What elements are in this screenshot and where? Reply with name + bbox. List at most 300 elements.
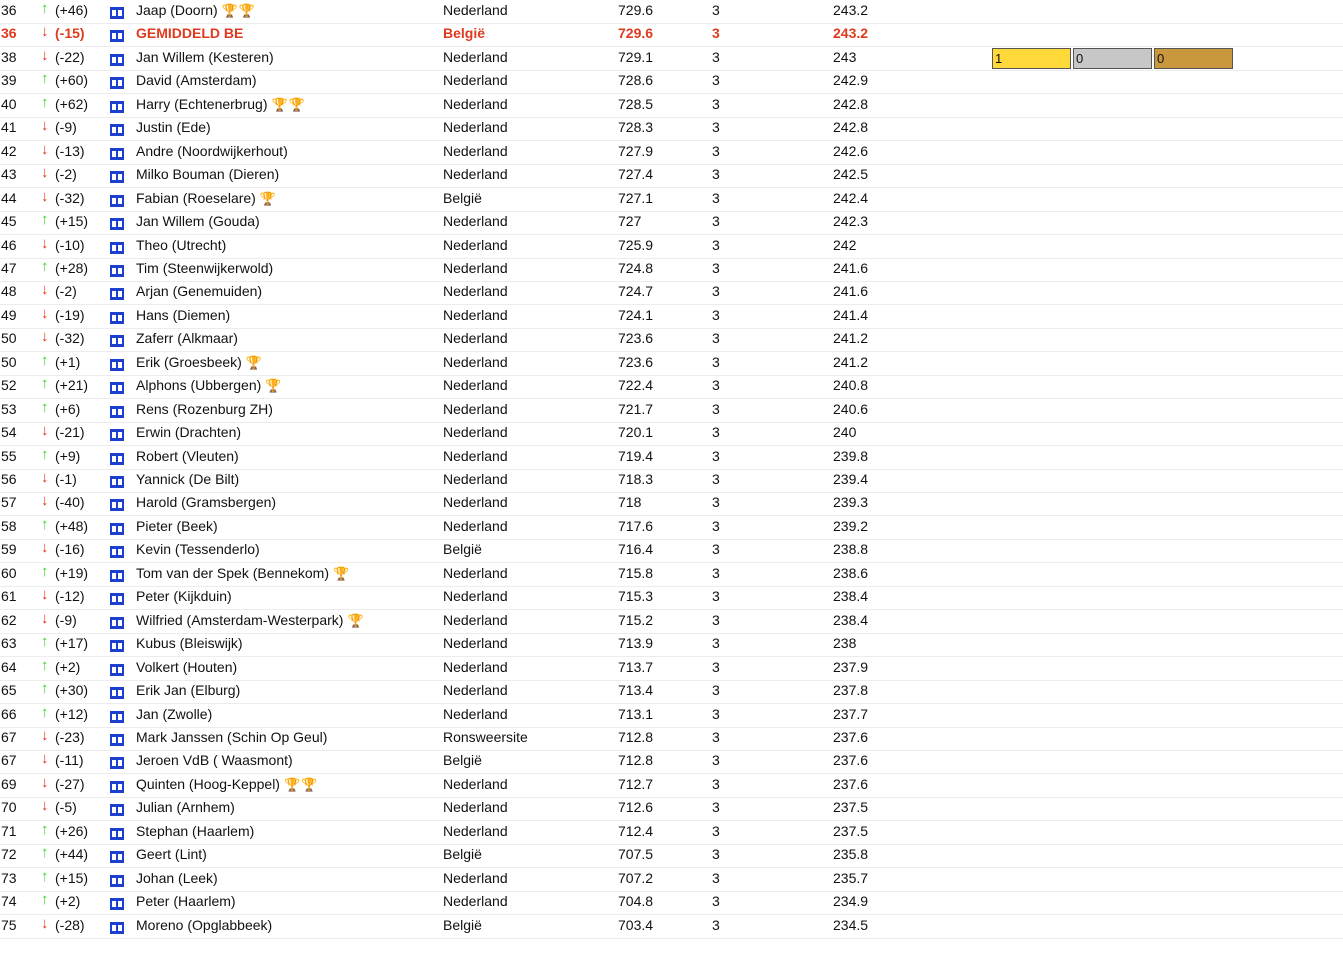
country: Nederland: [443, 893, 508, 909]
player-name-cell: [136, 1, 256, 20]
country: Nederland: [443, 283, 508, 299]
country: Nederland: [443, 49, 508, 65]
player-name: Erik Jan (Elburg): [136, 682, 241, 698]
rank-change: (+15): [55, 870, 89, 886]
country: Nederland: [443, 588, 508, 604]
average-score: 240.6: [833, 401, 869, 417]
arrow-up-icon: ↑: [41, 352, 49, 369]
games-played: 3: [712, 2, 720, 18]
country: België: [443, 846, 482, 862]
table-row: [0, 750, 1343, 774]
games-played: 3: [712, 213, 720, 229]
table-row: [0, 281, 1343, 305]
player-name-cell: [136, 517, 218, 535]
rank-change: (-23): [55, 729, 85, 745]
average-score: 240: [833, 424, 857, 440]
total-score: 712.6: [618, 799, 654, 815]
stats-icon[interactable]: [110, 851, 124, 863]
rank-position: 36: [1, 25, 17, 41]
rank-change: (-15): [55, 25, 85, 41]
stats-icon[interactable]: [110, 52, 124, 70]
arrow-down-icon: ↓: [41, 164, 49, 181]
stats-icon[interactable]: [110, 546, 124, 558]
stats-icon[interactable]: [110, 568, 124, 586]
player-name: Erwin (Drachten): [136, 424, 242, 440]
player-name-cell: [136, 658, 237, 676]
rank-change: (+9): [55, 448, 81, 464]
table-row: [0, 844, 1343, 868]
total-score: 715.2: [618, 612, 654, 628]
player-name-cell: [136, 306, 230, 324]
stats-icon[interactable]: [110, 617, 124, 629]
stats-icon[interactable]: [110, 662, 124, 680]
player-name: Jan Willem (Gouda): [136, 213, 260, 229]
rank-position: 59: [1, 541, 17, 557]
stats-icon[interactable]: [110, 146, 124, 164]
average-score: 243.2: [833, 25, 869, 41]
stats-icon[interactable]: [110, 709, 124, 727]
player-name-cell: [136, 212, 260, 230]
player-name-cell: [136, 705, 212, 723]
arrow-down-icon: ↓: [41, 586, 49, 603]
average-score: 239.4: [833, 471, 869, 487]
player-name: Geert (Lint): [136, 846, 207, 862]
games-played: 3: [712, 682, 720, 698]
player-name-cell: [136, 681, 240, 699]
total-score: 703.4: [618, 917, 654, 933]
average-score: 242.4: [833, 190, 869, 206]
stats-icon[interactable]: [110, 5, 124, 23]
rank-change: (+17): [55, 635, 89, 651]
player-name: Peter (Haarlem): [136, 893, 236, 909]
average-score: 237.6: [833, 776, 869, 792]
arrow-down-icon: ↓: [41, 47, 49, 64]
arrow-down-icon: ↓: [41, 188, 49, 205]
country: Nederland: [443, 565, 508, 581]
total-score: 707.2: [618, 870, 654, 886]
average-score: 238.4: [833, 612, 869, 628]
table-row: [0, 188, 1343, 212]
stats-icon[interactable]: [110, 382, 124, 394]
average-score: 237.8: [833, 682, 869, 698]
player-name-cell: [136, 189, 277, 208]
games-played: 3: [712, 96, 720, 112]
player-name-cell: [136, 353, 263, 372]
table-row: [0, 586, 1343, 610]
arrow-up-icon: ↑: [41, 375, 49, 392]
stats-icon[interactable]: [110, 288, 124, 300]
stats-icon[interactable]: [110, 453, 124, 465]
rank-change: (+2): [55, 893, 81, 909]
stats-icon[interactable]: [110, 615, 124, 633]
stats-icon[interactable]: [110, 242, 124, 254]
rank-position: 58: [1, 518, 17, 534]
stats-icon[interactable]: [110, 359, 124, 371]
rank-change: (+12): [55, 706, 89, 722]
table-row: [0, 657, 1343, 681]
games-played: 3: [712, 588, 720, 604]
stats-icon[interactable]: [110, 312, 124, 324]
stats-icon[interactable]: [110, 896, 124, 914]
stats-icon[interactable]: [110, 755, 124, 773]
player-name: Zaferr (Alkmaar): [136, 330, 238, 346]
table-row: [0, 633, 1343, 657]
total-score: 712.8: [618, 729, 654, 745]
trophies: [265, 376, 282, 395]
games-played: 3: [712, 471, 720, 487]
rank-position: 72: [1, 846, 17, 862]
games-played: 3: [712, 190, 720, 206]
rank-position: 41: [1, 119, 17, 135]
total-score: 729.6: [618, 25, 654, 41]
table-row: [0, 915, 1343, 939]
stats-icon[interactable]: [110, 333, 124, 351]
rank-change: (-10): [55, 237, 85, 253]
stats-icon[interactable]: [110, 757, 124, 769]
stats-icon[interactable]: [110, 497, 124, 515]
stats-icon[interactable]: [110, 310, 124, 328]
gold-trophy-icon: 🏆: [271, 97, 288, 112]
player-name-cell: [136, 540, 260, 558]
arrow-up-icon: ↑: [41, 821, 49, 838]
games-played: 3: [712, 541, 720, 557]
stats-icon[interactable]: [110, 781, 124, 793]
rank-position: 49: [1, 307, 17, 323]
rank-position: 73: [1, 870, 17, 886]
silver-trophy-icon: 🏆: [238, 3, 256, 18]
games-played: 3: [712, 307, 720, 323]
player-name: Jan Willem (Kesteren): [136, 49, 274, 65]
player-name-cell: [136, 48, 274, 66]
stats-icon[interactable]: [110, 427, 124, 445]
arrow-up-icon: ↑: [41, 94, 49, 111]
table-row: [0, 516, 1343, 540]
stats-icon[interactable]: [110, 920, 124, 938]
rank-change: (-28): [55, 917, 85, 933]
rank-position: 57: [1, 494, 17, 510]
arrow-up-icon: ↑: [41, 704, 49, 721]
stats-icon[interactable]: [110, 922, 124, 934]
rank-position: 62: [1, 612, 17, 628]
games-played: 3: [712, 612, 720, 628]
stats-icon[interactable]: [110, 685, 124, 703]
stats-icon[interactable]: [110, 849, 124, 867]
player-name-cell: [136, 775, 318, 794]
country: België: [443, 190, 482, 206]
player-name-cell: [136, 470, 239, 488]
games-played: 3: [712, 752, 720, 768]
rank-position: 39: [1, 72, 17, 88]
stats-icon[interactable]: [110, 263, 124, 281]
table-row: [0, 352, 1343, 376]
stats-icon[interactable]: [110, 711, 124, 723]
player-name-cell: [136, 892, 236, 910]
country: Nederland: [443, 635, 508, 651]
stats-icon[interactable]: [110, 286, 124, 304]
rank-change: (-12): [55, 588, 85, 604]
stats-icon[interactable]: [110, 30, 124, 42]
country: Nederland: [443, 448, 508, 464]
total-score: 712.7: [618, 776, 654, 792]
stats-icon[interactable]: [110, 193, 124, 211]
arrow-down-icon: ↓: [41, 797, 49, 814]
player-name-cell: [136, 71, 257, 89]
player-name: Wilfried (Amsterdam-Westerpark): [136, 612, 344, 628]
gold-trophy-icon: 🏆: [332, 566, 350, 581]
arrow-up-icon: ↑: [41, 680, 49, 697]
rank-position: 64: [1, 659, 17, 675]
player-name: Rens (Rozenburg ZH): [136, 401, 273, 417]
stats-icon[interactable]: [110, 593, 124, 605]
stats-icon[interactable]: [110, 169, 124, 187]
country: Nederland: [443, 870, 508, 886]
stats-icon[interactable]: [110, 265, 124, 277]
table-row: [0, 563, 1343, 587]
average-score: 240.8: [833, 377, 869, 393]
arrow-down-icon: ↓: [41, 469, 49, 486]
rank-change: (-9): [55, 119, 77, 135]
stats-icon[interactable]: [110, 875, 124, 887]
stats-icon[interactable]: [110, 406, 124, 418]
trophies: [222, 1, 256, 20]
stats-icon[interactable]: [110, 499, 124, 511]
arrow-down-icon: ↓: [41, 727, 49, 744]
table-row: [0, 422, 1343, 446]
average-score: 242.9: [833, 72, 869, 88]
rank-change: (+46): [55, 2, 89, 18]
arrow-up-icon: ↑: [41, 868, 49, 885]
player-name-cell: [136, 845, 207, 863]
rank-position: 67: [1, 752, 17, 768]
player-name: Quinten (Hoog-Keppel): [136, 776, 280, 792]
stats-icon[interactable]: [110, 195, 124, 207]
table-row: [0, 446, 1343, 470]
trophies: [347, 611, 364, 630]
arrow-down-icon: ↓: [41, 328, 49, 345]
total-score: 728.3: [618, 119, 654, 135]
games-played: 3: [712, 659, 720, 675]
silver-trophy-icon: 🏆: [221, 3, 238, 18]
table-row: [0, 23, 1343, 47]
player-name-cell: [136, 916, 272, 934]
country: Nederland: [443, 471, 508, 487]
stats-icon[interactable]: [110, 638, 124, 656]
average-score: 238.8: [833, 541, 869, 557]
player-name-cell: [136, 236, 226, 254]
table-row: [0, 305, 1343, 329]
country: Nederland: [443, 706, 508, 722]
games-played: 3: [712, 823, 720, 839]
stats-icon[interactable]: [110, 148, 124, 160]
arrow-up-icon: ↑: [41, 633, 49, 650]
country: Nederland: [443, 799, 508, 815]
average-score: 235.8: [833, 846, 869, 862]
stats-icon[interactable]: [110, 732, 124, 750]
stats-icon[interactable]: [110, 75, 124, 93]
total-score: 715.8: [618, 565, 654, 581]
average-score: 235.7: [833, 870, 869, 886]
player-name-cell: [136, 751, 293, 769]
rank-position: 40: [1, 96, 17, 112]
average-score: 241.6: [833, 260, 869, 276]
player-name-cell: [136, 447, 239, 465]
arrow-down-icon: ↓: [41, 117, 49, 134]
stats-icon[interactable]: [110, 474, 124, 492]
country: Nederland: [443, 823, 508, 839]
player-name: Arjan (Genemuiden): [136, 283, 263, 299]
stats-icon[interactable]: [110, 521, 124, 539]
stats-icon[interactable]: [110, 640, 124, 652]
stats-icon[interactable]: [110, 523, 124, 535]
country: Nederland: [443, 377, 508, 393]
player-name-cell: [136, 634, 243, 652]
stats-icon[interactable]: [110, 240, 124, 258]
stats-icon[interactable]: [110, 122, 124, 140]
player-name-cell: [136, 587, 232, 605]
player-name: David (Amsterdam): [136, 72, 257, 88]
player-name: Yannick (De Bilt): [136, 471, 240, 487]
stats-icon[interactable]: [110, 873, 124, 891]
games-played: 3: [712, 424, 720, 440]
stats-icon[interactable]: [110, 898, 124, 910]
total-score: 727.1: [618, 190, 654, 206]
table-row: [0, 258, 1343, 282]
stats-icon[interactable]: [110, 101, 124, 113]
stats-icon[interactable]: [110, 826, 124, 844]
table-row: [0, 0, 1343, 24]
table-row: [0, 704, 1343, 728]
games-played: 3: [712, 917, 720, 933]
table-row: [0, 375, 1343, 399]
stats-icon[interactable]: [110, 687, 124, 699]
stats-icon[interactable]: [110, 804, 124, 816]
table-row: [0, 70, 1343, 94]
player-name: Johan (Leek): [136, 870, 218, 886]
rank-change: (+44): [55, 846, 89, 862]
stats-icon[interactable]: [110, 734, 124, 746]
player-name: Moreno (Opglabbeek): [136, 917, 273, 933]
stats-icon[interactable]: [110, 570, 124, 582]
player-name-cell: [136, 869, 218, 887]
rank-change: (+48): [55, 518, 89, 534]
stats-icon[interactable]: [110, 476, 124, 488]
bronze-trophy-icon: 🏆: [301, 777, 318, 792]
average-score: 241.2: [833, 354, 869, 370]
stats-icon[interactable]: [110, 335, 124, 347]
arrow-down-icon: ↓: [41, 235, 49, 252]
stats-icon[interactable]: [110, 429, 124, 441]
arrow-down-icon: ↓: [41, 774, 49, 791]
average-score: 239.2: [833, 518, 869, 534]
player-name-cell: [136, 118, 211, 136]
rank-position: 47: [1, 260, 17, 276]
table-row: [0, 610, 1343, 634]
average-score: 237.6: [833, 752, 869, 768]
country: Nederland: [443, 330, 508, 346]
player-name-cell: [136, 259, 273, 277]
average-score: 242.8: [833, 96, 869, 112]
total-score: 716.4: [618, 541, 654, 557]
rank-position: 71: [1, 823, 17, 839]
arrow-up-icon: ↑: [41, 70, 49, 87]
total-score: 724.1: [618, 307, 654, 323]
rank-position: 50: [1, 330, 17, 346]
stats-icon[interactable]: [110, 124, 124, 136]
country: Nederland: [443, 659, 508, 675]
stats-icon[interactable]: [110, 544, 124, 562]
player-name: Julian (Arnhem): [136, 799, 235, 815]
stats-icon[interactable]: [110, 380, 124, 398]
rank-change: (+6): [55, 401, 81, 417]
player-name-cell: [136, 611, 365, 630]
stats-icon[interactable]: [110, 779, 124, 797]
stats-icon[interactable]: [110, 99, 124, 117]
stats-icon[interactable]: [110, 802, 124, 820]
stats-icon[interactable]: [110, 171, 124, 183]
arrow-up-icon: ↑: [41, 446, 49, 463]
stats-icon[interactable]: [110, 664, 124, 676]
stats-icon[interactable]: [110, 54, 124, 66]
country: Nederland: [443, 96, 508, 112]
stats-icon[interactable]: [110, 28, 124, 46]
stats-icon[interactable]: [110, 218, 124, 230]
stats-icon[interactable]: [110, 404, 124, 422]
stats-icon[interactable]: [110, 216, 124, 234]
rank-position: 63: [1, 635, 17, 651]
player-name: Fabian (Roeselare): [136, 190, 256, 206]
rank-position: 48: [1, 283, 17, 299]
player-name: Tom van der Spek (Bennekom): [136, 565, 329, 581]
stats-icon[interactable]: [110, 591, 124, 609]
total-score: 712.4: [618, 823, 654, 839]
stats-icon[interactable]: [110, 357, 124, 375]
country: Nederland: [443, 143, 508, 159]
player-name: Jan (Zwolle): [136, 706, 213, 722]
games-played: 3: [712, 377, 720, 393]
stats-icon[interactable]: [110, 828, 124, 840]
trophies: [246, 353, 263, 372]
table-row: [0, 868, 1343, 892]
arrow-down-icon: ↓: [41, 305, 49, 322]
player-name: Kevin (Tessenderlo): [136, 541, 260, 557]
country: Nederland: [443, 213, 508, 229]
rank-position: 65: [1, 682, 17, 698]
gold-trophy-icon: 🏆: [259, 191, 277, 206]
rank-position: 61: [1, 588, 17, 604]
player-name: Kubus (Bleiswijk): [136, 635, 243, 651]
stats-icon[interactable]: [110, 77, 124, 89]
games-played: 3: [712, 494, 720, 510]
player-name-cell: [136, 282, 262, 300]
rank-position: 67: [1, 729, 17, 745]
arrow-down-icon: ↓: [41, 281, 49, 298]
average-score: 238: [833, 635, 857, 651]
player-name: Stephan (Haarlem): [136, 823, 255, 839]
games-played: 3: [712, 260, 720, 276]
country: Nederland: [443, 682, 508, 698]
average-score: 234.5: [833, 917, 869, 933]
total-score: 719.4: [618, 448, 654, 464]
total-score: 729.1: [618, 49, 654, 65]
arrow-down-icon: ↓: [41, 539, 49, 556]
arrow-down-icon: ↓: [41, 750, 49, 767]
average-score: 241.2: [833, 330, 869, 346]
silver-trophy-icon: 🏆: [283, 777, 301, 792]
total-score: 724.7: [618, 283, 654, 299]
games-played: 3: [712, 330, 720, 346]
stats-icon[interactable]: [110, 7, 124, 19]
stats-icon[interactable]: [110, 451, 124, 469]
